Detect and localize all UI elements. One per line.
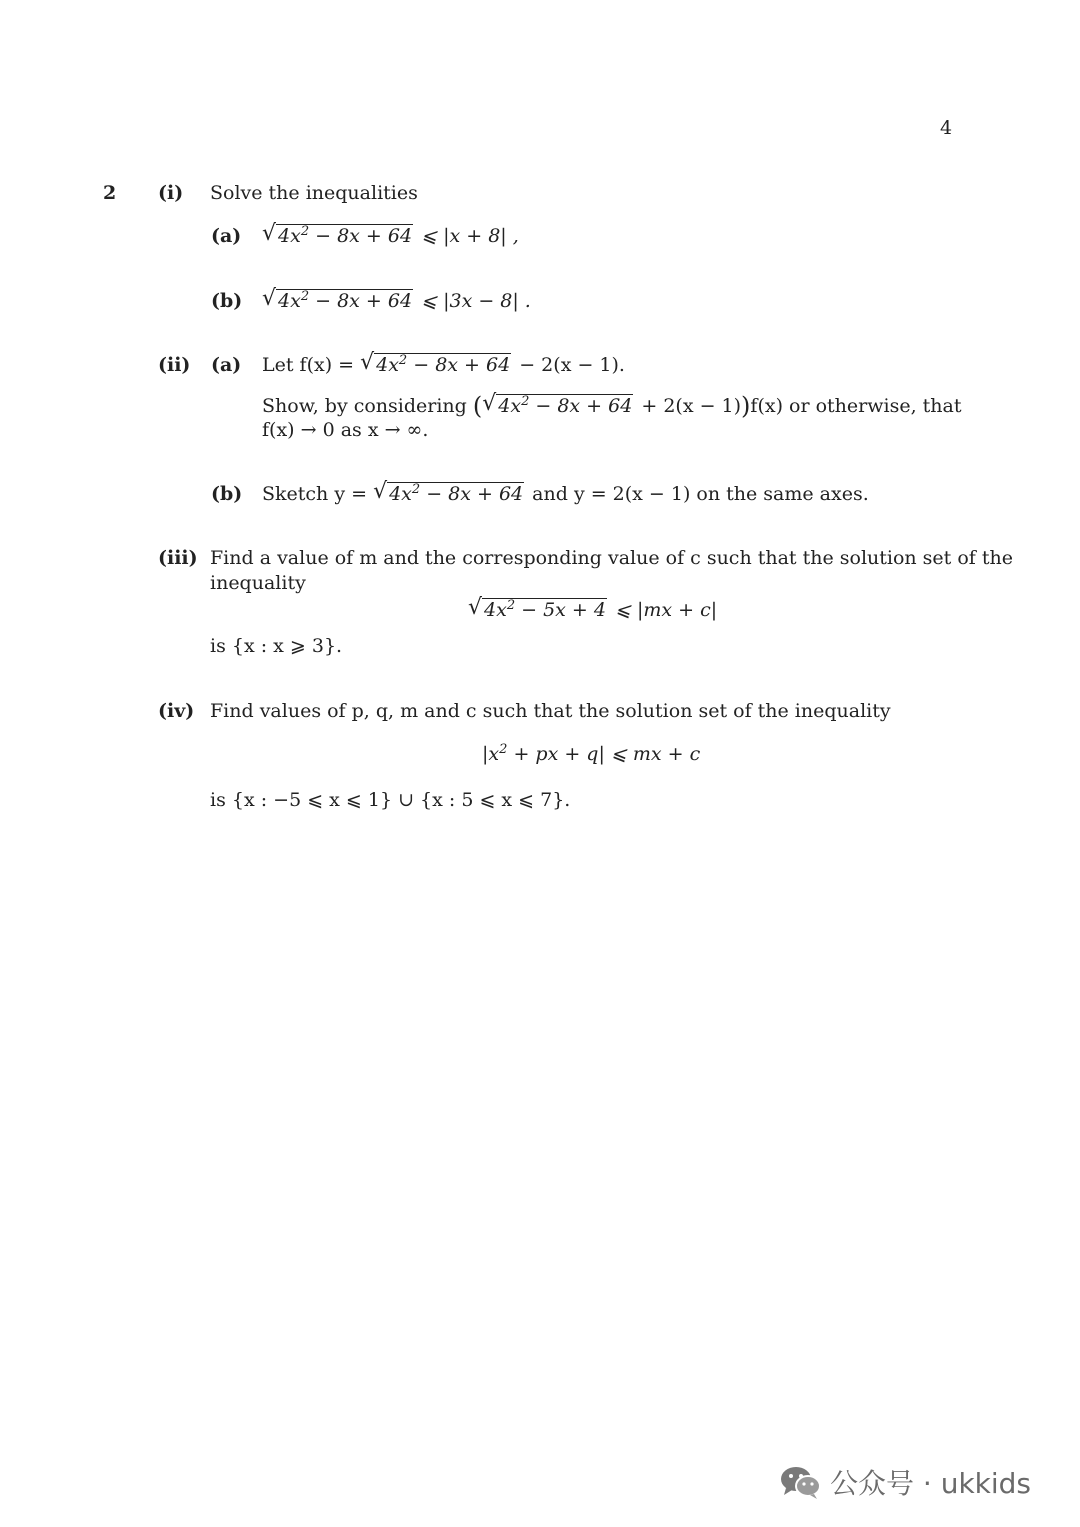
part-ii-label: (ii) xyxy=(158,354,191,376)
sqrt-expression: √ $4x^2 - 8x + 64$ xyxy=(262,221,413,247)
sqrt-expression: √ $4x^2 - 8x + 64$ xyxy=(482,391,633,417)
part-iii-line3: is {x : x ⩾ 3}. xyxy=(210,635,343,657)
sqrt-expression: √ $4x^2 - 5x + 4$ xyxy=(468,595,606,621)
part-i-a-label: (a) xyxy=(211,225,242,247)
watermark-text: 公众号 · ukkids xyxy=(830,1467,1032,1500)
part-iv-label: (iv) xyxy=(158,700,195,722)
part-iv-line3: is {x : −5 ⩽ x ⩽ 1} ∪ {x : 5 ⩽ x ⩽ 7}. xyxy=(210,789,571,811)
part-i-label: (i) xyxy=(158,182,184,204)
part-i-intro: Solve the inequalities xyxy=(210,182,418,204)
watermark xyxy=(780,1462,1031,1502)
part-ii-b-label: (b) xyxy=(211,483,243,505)
part-iv-inequality: $|x^2$ + px + q| ⩽ mx + c xyxy=(482,742,701,765)
part-ii-a-show-line2: f(x) → 0 as x → ∞. xyxy=(262,419,429,441)
part-i-b-inequality: √ $4x^2 - 8x + 64$ ⩽ |3x − 8| . xyxy=(262,286,531,312)
part-ii-a-label: (a) xyxy=(211,354,242,376)
part-iv-line1: Find values of p, q, m and c such that the solution set of the inequality xyxy=(210,700,891,722)
wechat-icon xyxy=(780,1464,822,1500)
part-ii-b-sketch: Sketch y = √ $4x^2 - 8x + 64$ and y = 2(x − 1) on the same axes. xyxy=(262,479,869,505)
sqrt-expression: √ $4x^2 - 8x + 64$ xyxy=(262,286,413,312)
sqrt-expression: √ $4x^2 - 8x + 64$ xyxy=(360,350,511,376)
part-ii-a-show-line1: Show, by considering ( √ $4x^2 - 8x + 64 + 2(x - 1))f(x)$ or otherwise, that xyxy=(262,391,962,420)
part-iii-line2: inequality xyxy=(210,572,306,594)
part-iii-inequality: √ $4x^2 - 5x + 4$ ⩽ |mx + c| xyxy=(468,595,718,621)
page-number: 4 xyxy=(940,117,953,139)
part-i-b-label: (b) xyxy=(211,290,243,312)
part-ii-a-definition: Let f(x) = √ $4x^2 - 8x + 64 - 2(x - 1)$. xyxy=(262,350,625,376)
part-i-a-inequality: √ $4x^2 - 8x + 64$ ⩽ |x + 8| , xyxy=(262,221,519,247)
part-iii-line1: Find a value of m and the corresponding value of c such that the solution set of the xyxy=(210,547,1013,569)
part-iii-label: (iii) xyxy=(158,547,198,569)
sqrt-expression: √ $4x^2 - 8x + 64$ xyxy=(373,479,524,505)
question-number: 2 xyxy=(103,182,117,204)
